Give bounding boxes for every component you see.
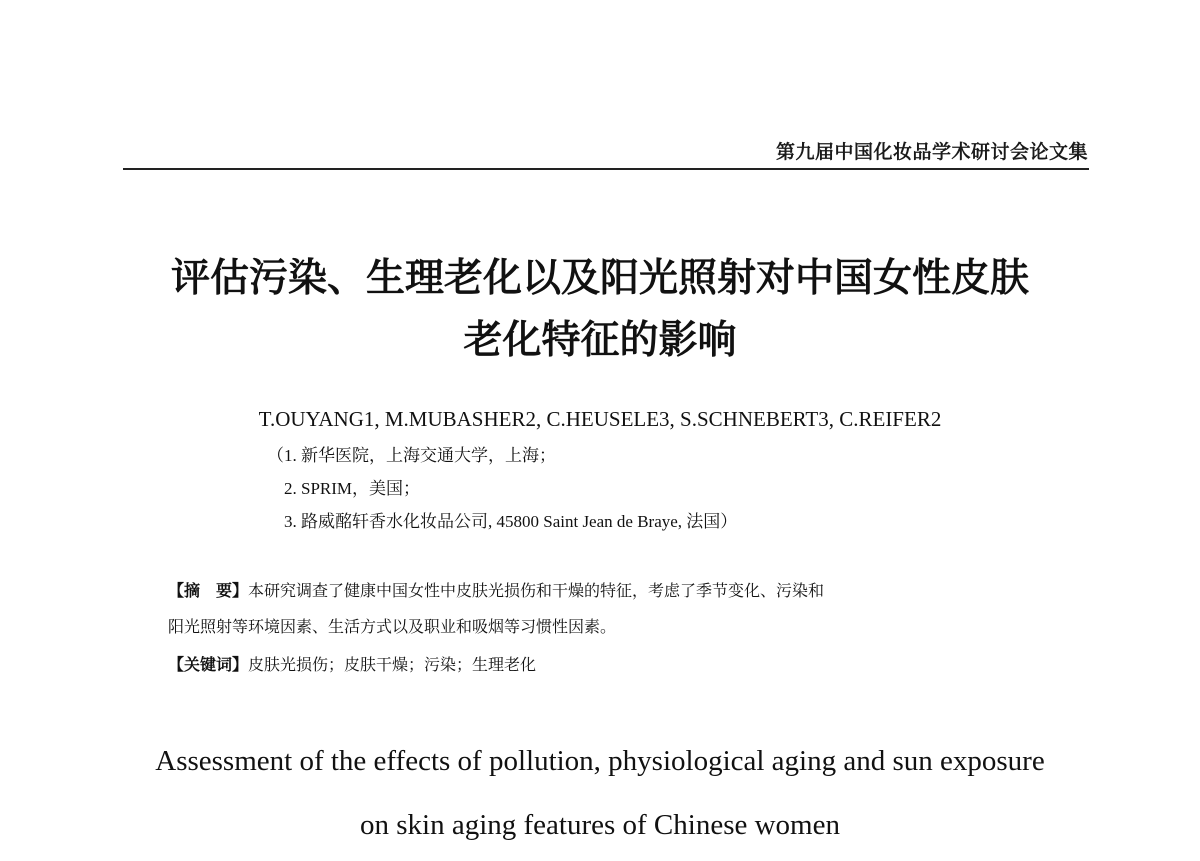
- chinese-title: [0, 248, 1200, 372]
- abstract-line-2: 阳光照射等环境因素、生活方式以及职业和吸烟等习惯性因素。: [168, 617, 617, 636]
- keywords-text: 皮肤光损伤；皮肤干燥；污染；生理老化: [248, 655, 537, 674]
- header-rule: [123, 168, 1089, 170]
- abstract-text-1: 本研究调查了健康中国女性中皮肤光损伤和干燥的特征，考虑了季节变化、污染和: [248, 581, 825, 600]
- keywords-line: [168, 652, 536, 675]
- abstract-line-1: [168, 578, 824, 601]
- english-title-line-2: on skin aging features of Chinese women: [359, 809, 840, 841]
- abstract-label: 【摘 要】: [168, 581, 249, 600]
- affiliation-2: 2. SPRIM，美国；: [284, 479, 421, 498]
- keywords-label: 【关键词】: [168, 655, 249, 674]
- english-title: [0, 729, 1200, 857]
- chinese-title-line-1: 评估污染、生理老化以及阳光照射对中国女性皮肤: [170, 256, 1029, 301]
- chinese-title-line-2: 老化特征的影响: [463, 318, 737, 363]
- english-title-line-1: Assessment of the effects of pollution, physiological aging and sun exposure: [155, 745, 1045, 777]
- affiliation-3: 3. 路威酩轩香水化妆品公司, 45800 Saint Jean de Braye, 法国）: [284, 512, 738, 531]
- affiliation-1: （1. 新华医院，上海交通大学，上海；: [267, 446, 556, 465]
- author-list: T.OUYANG1, M.MUBASHER2, C.HEUSELE3, S.SCHNEBERT3, C.REIFER2: [258, 407, 942, 431]
- running-header: 第九届中国化妆品学术研讨会论文集: [775, 141, 1088, 163]
